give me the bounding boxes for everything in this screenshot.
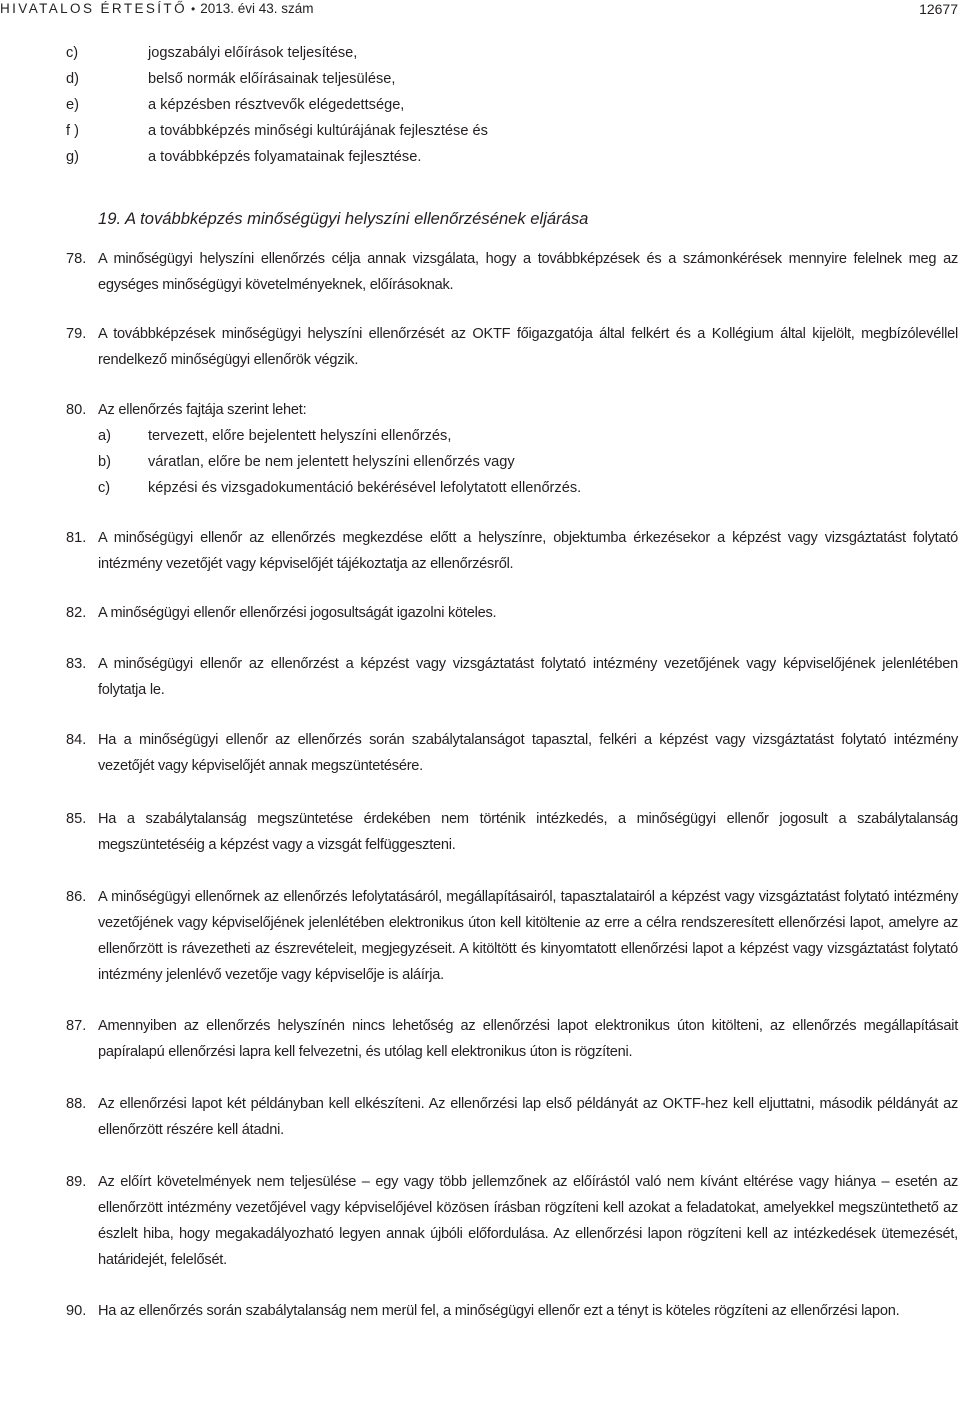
list-item [66, 449, 958, 475]
paragraph-81 [66, 525, 958, 577]
page-number: 12677 [919, 1, 958, 17]
paragraph-85 [66, 806, 958, 858]
paragraph-text: Amennyiben az ellenőrzés helyszínén nincs lehetőség az ellenőrzési lapot elektronikus úton kitölteni, az ellenőrzés megállapításait papíralapú ellenőrzési lapra kell felvezetni, és utólag kell elektronikus úton is rögzíteni. [98, 1018, 958, 1060]
list-item-label: c) [98, 480, 111, 496]
list-item-label: a) [98, 428, 111, 444]
paragraph-number: 79. [66, 326, 87, 342]
list-item [66, 144, 958, 170]
paragraph-text: Ha az ellenőrzés során szabálytalanság nem merül fel, a minőségügyi ellenőr ezt a tényt is köteles rögzíteni az ellenőrzési lapon. [98, 1303, 900, 1319]
page-header [0, 0, 960, 22]
paragraph-89 [66, 1169, 958, 1273]
list-item-label: e) [66, 97, 79, 113]
list-item-label: f ) [66, 123, 79, 139]
publication-name: HIVATALOS ÉRTESÍTŐ [0, 1, 187, 16]
list-item-text: a továbbképzés folyamatainak fejlesztése. [148, 149, 422, 165]
paragraph-number: 81. [66, 530, 87, 546]
paragraph-text: A minőségügyi ellenőr az ellenőrzés megkezdése előtt a helyszínre, objektumba érkezésekor a képzést vagy vizsgáztatást folytató intézmény vezetőjét vagy képviselőjét tájékoztatja az ellenőrzésről. [98, 530, 958, 572]
paragraph-text: A minőségügyi ellenőrnek az ellenőrzés lefolytatásáról, megállapításairól, tapasztalatairól a képzést vagy vizsgáztatást folytató intézmény vezetőjének vagy képviselőjének jelenlétében elektronikus úton kell kitöltenie az erre a célra rendszeresített ellenőrzési lapot, amelyre az ellenőrzött is rávezetheti az észrevételeit, megjegyzéseit. A kitöltött és kinyomtatott ellenőrzési lapot a képzést vagy vizsgáztatást folytató intézmény jelenlévő vezetője vagy képviselője is aláírja. [98, 889, 958, 983]
list-item-text: tervezett, előre bejelentett helyszíni ellenőrzés, [148, 428, 452, 444]
running-title [0, 0, 314, 18]
top-list [66, 40, 958, 170]
list-item-text: a képzésben résztvevők elégedettsége, [148, 97, 405, 113]
paragraph-number: 80. [66, 402, 87, 418]
paragraph-86 [66, 884, 958, 988]
paragraph-number: 90. [66, 1303, 87, 1319]
paragraph-79 [66, 321, 958, 373]
list-item-text: jogszabályi előírások teljesítése, [148, 45, 358, 61]
list-item [66, 92, 958, 118]
document-body [66, 40, 958, 1324]
paragraph-text: Ha a szabálytalanság megszüntetése érdekében nem történik intézkedés, a minőségügyi ellenőr jogosult a szabálytalanság megszüntetéséig a képzést vagy a vizsgát felfüggeszteni. [98, 811, 958, 853]
section-heading: 19. A továbbképzés minőségügyi helyszíni ellenőrzésének eljárása [98, 209, 589, 228]
list-item [66, 66, 958, 92]
list-item-text: a továbbképzés minőségi kultúrájának fejlesztése és [148, 123, 488, 139]
paragraph-text: A minőségügyi helyszíni ellenőrzés célja annak vizsgálata, hogy a továbbképzések és a számonkérések mennyire felelnek meg az egységes minőségügyi követelményeknek, előírásoknak. [98, 251, 958, 293]
paragraph-number: 82. [66, 605, 87, 621]
paragraph-83 [66, 651, 958, 703]
paragraph-number: 86. [66, 889, 87, 905]
paragraph-number: 88. [66, 1096, 87, 1112]
paragraph-90 [66, 1298, 958, 1324]
list-item-text: belső normák előírásainak teljesülése, [148, 71, 396, 87]
issue-label: 2013. évi 43. szám [200, 1, 314, 16]
list-item-label: d) [66, 71, 79, 87]
paragraph-text: Ha a minőségügyi ellenőr az ellenőrzés során szabálytalanságot tapasztal, felkéri a képzést vagy vizsgáztatást folytató intézmény vezetőjét vagy képviselőjét annak megszüntetésére. [98, 732, 958, 774]
paragraph-text: A továbbképzések minőségügyi helyszíni ellenőrzését az OKTF főigazgatója által felkért és a Kollégium által kijelölt, megbízólevéllel rendelkező minőségügyi ellenőrök végzik. [98, 326, 958, 368]
paragraph-number: 87. [66, 1018, 87, 1034]
paragraph-text: Az előírt követelmények nem teljesülése – egy vagy több jellemzőnek az előírástól való nem kívánt eltérése vagy hiánya – esetén az ellenőrzött intézmény vezetőjével vagy képviselőjével közösen írásban rögzíteni kell azokat a feladatokat, amelyekkel megszüntethető az észlelt hiba, hogy megakadályozható legyen annak újbóli előfordulása. Az ellenőrzési lapon rögzíteni kell az intézkedések ütemezését, határidejét, felelősét. [98, 1174, 958, 1268]
list-item-label: g) [66, 149, 79, 165]
list-item [66, 40, 958, 66]
paragraph-82 [66, 600, 958, 626]
list-item-text: váratlan, előre be nem jelentett helyszíni ellenőrzés vagy [148, 454, 515, 470]
paragraph-number: 84. [66, 732, 87, 748]
list-item [66, 475, 958, 501]
paragraph-78 [66, 246, 958, 298]
paragraph-number: 83. [66, 656, 87, 672]
paragraph-88 [66, 1091, 958, 1143]
paragraph-number: 78. [66, 251, 87, 267]
list-item-label: c) [66, 45, 79, 61]
paragraph-84 [66, 727, 958, 779]
paragraph-text: Az ellenőrzés fajtája szerint lehet: [98, 402, 307, 418]
list-item-text: képzési és vizsgadokumentáció bekérésével lefolytatott ellenőrzés. [148, 480, 582, 496]
paragraph-80 [66, 397, 958, 423]
paragraph-text: A minőségügyi ellenőr az ellenőrzést a képzést vagy vizsgáztatást folytató intézmény vezetőjének vagy képviselőjének jelenlétében folytatja le. [98, 656, 958, 698]
bullet-separator-icon: • [190, 2, 196, 16]
list-item-label: b) [98, 454, 111, 470]
paragraph-number: 89. [66, 1174, 87, 1190]
paragraph-text: Az ellenőrzési lapot két példányban kell elkészíteni. Az ellenőrzési lap első példányát az OKTF-hez kell eljuttatni, második példányát az ellenőrzött részére kell átadni. [98, 1096, 958, 1138]
paragraph-text: A minőségügyi ellenőr ellenőrzési jogosultságát igazolni köteles. [98, 605, 497, 621]
list-item [66, 423, 958, 449]
list-item [66, 118, 958, 144]
paragraph-87 [66, 1013, 958, 1065]
paragraph-number: 85. [66, 811, 87, 827]
